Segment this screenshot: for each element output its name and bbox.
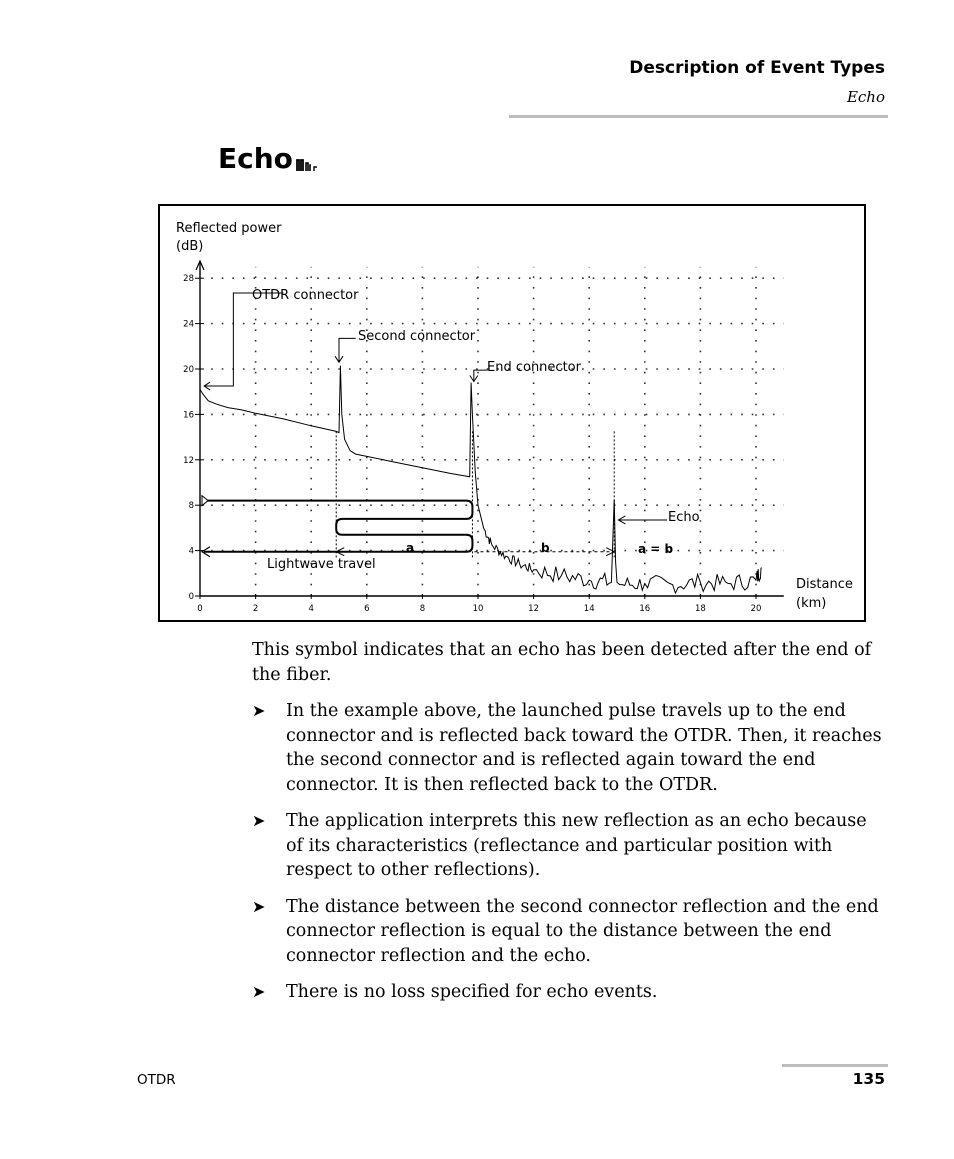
y-axis-unit: (dB) bbox=[176, 239, 204, 254]
a-equals-b-label: a = b bbox=[638, 542, 674, 556]
x-tick-label: 0 bbox=[197, 604, 203, 614]
axes bbox=[196, 261, 784, 596]
y-tick-label: 4 bbox=[188, 546, 194, 557]
distance-a-label: a bbox=[406, 541, 415, 555]
list-item bbox=[252, 980, 884, 1005]
list-item-text: The distance between the second connector reflection and the end connector reflection is equal to the distance between the end connector reflection and the echo. bbox=[286, 896, 879, 966]
list-item-text: There is no loss specified for echo events. bbox=[286, 982, 658, 1002]
x-tick-label: 6 bbox=[364, 604, 370, 614]
bullet-arrow-icon: ➤ bbox=[252, 701, 266, 720]
bullet-arrow-icon: ➤ bbox=[252, 982, 266, 1001]
y-tick-label: 28 bbox=[183, 274, 194, 285]
list-item-text: The application interprets this new reflection as an echo because of its characteristics (reflectance and particular position with respect to other reflections). bbox=[286, 811, 867, 880]
otdr-connector-leader bbox=[204, 293, 283, 386]
x-tick-label: 2 bbox=[252, 604, 259, 614]
x-tick-label: 12 bbox=[528, 604, 540, 614]
header-rule bbox=[509, 115, 888, 118]
list-item-text: In the example above, the launched pulse travels up to the end connector and is reflected back toward the OTDR. Then, it reaches the second connector and is reflected again toward the end connector. It is then reflected back to the OTDR. bbox=[286, 701, 882, 795]
y-tick-label: 12 bbox=[183, 455, 194, 466]
y-tick-label: 0 bbox=[188, 592, 194, 602]
echo-event-icon bbox=[296, 158, 320, 172]
list-item bbox=[252, 699, 884, 797]
otdr-connector-label: OTDR connector bbox=[252, 288, 359, 303]
y-tick-label: 20 bbox=[183, 365, 194, 375]
intro-paragraph: This symbol indicates that an echo has been detected after the end of the fiber. bbox=[252, 640, 872, 685]
bullet-arrow-icon: ➤ bbox=[252, 896, 266, 916]
x-tick-label: 14 bbox=[583, 604, 595, 614]
list-item bbox=[252, 809, 884, 883]
callouts bbox=[204, 293, 667, 524]
end-connector-leader bbox=[474, 370, 488, 381]
end-connector-label: End connector bbox=[487, 360, 581, 375]
footer-rule bbox=[782, 1064, 888, 1067]
distance-b-label: b bbox=[541, 541, 550, 555]
otdr-trace-chart bbox=[160, 206, 864, 620]
lightwave-travel-label: Lightwave travel bbox=[267, 557, 376, 572]
launch-arrow-icon bbox=[202, 496, 208, 506]
running-header-subsection: Echo bbox=[846, 88, 885, 106]
y-axis-label: Reflected power bbox=[176, 221, 282, 236]
x-axis-label: Distance bbox=[796, 577, 853, 592]
x-tick-label: 8 bbox=[419, 604, 426, 614]
y-tick-label: 24 bbox=[183, 319, 194, 330]
x-tick-label: 20 bbox=[750, 604, 762, 614]
y-tick-label: 16 bbox=[183, 410, 194, 421]
bullet-arrow-icon: ➤ bbox=[252, 811, 266, 830]
lightwave-diagram bbox=[202, 431, 614, 557]
x-axis-unit: (km) bbox=[796, 596, 827, 611]
x-tick-label: 4 bbox=[308, 604, 314, 614]
y-tick-label: 8 bbox=[188, 501, 194, 512]
page-number: 135 bbox=[852, 1070, 885, 1088]
running-header-section: Description of Event Types bbox=[629, 58, 885, 78]
page-title: Echo bbox=[218, 142, 293, 175]
grid bbox=[211, 267, 784, 596]
echo-label: Echo bbox=[668, 510, 700, 525]
body-text bbox=[252, 638, 884, 1017]
second-connector-label: Second connector bbox=[358, 329, 476, 344]
lightwave-path bbox=[204, 501, 472, 552]
x-tick-label: 18 bbox=[694, 604, 706, 614]
x-tick-label: 16 bbox=[639, 604, 651, 614]
list-item bbox=[252, 895, 884, 969]
footer-product: OTDR bbox=[137, 1072, 176, 1088]
x-tick-label: 10 bbox=[472, 604, 484, 614]
echo-figure bbox=[158, 204, 866, 622]
